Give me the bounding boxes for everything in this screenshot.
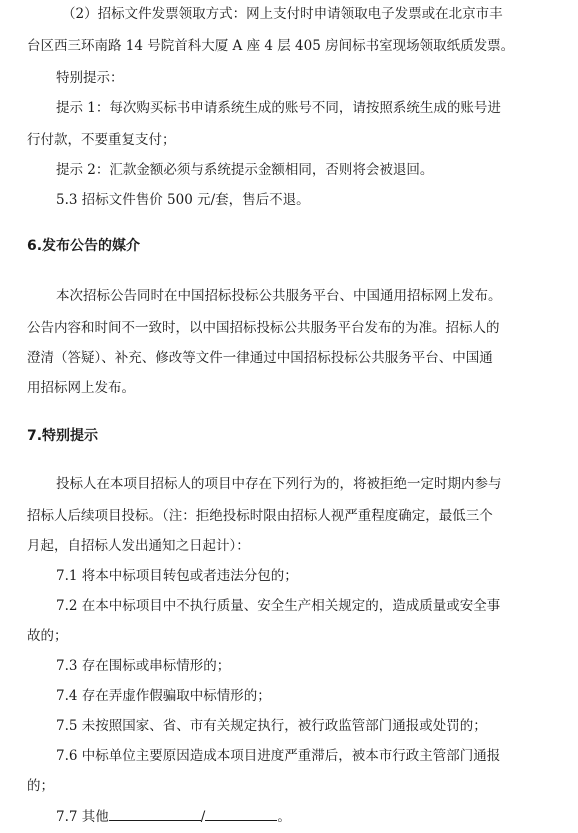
tip1-line1: 提示 1：每次购买标书申请系统生成的账号不同，请按照系统生成的账号进 (56, 100, 501, 116)
section7-intro-line1: 投标人在本项目招标人的项目中存在下列行为的，将被拒绝一定时期内参与 (56, 476, 502, 492)
item-7-7-end: 。 (277, 809, 291, 825)
price: 5.3 招标文件售价 500 元/套，售后不退。 (56, 192, 310, 208)
item-7-1: 7.1 将本中标项目转包或者违法分包的； (56, 568, 298, 584)
item-7-3: 7.3 存在围标或串标情形的； (56, 658, 231, 674)
section7-intro-line2: 招标人后续项目投标。（注：拒绝投标时限由招标人视严重程度确定，最低三个 (27, 508, 493, 524)
section6-para-line1: 本次招标公告同时在中国招标投标公共服务平台、中国通用招标网上发布。 (56, 288, 502, 304)
section6-para-line3: 澄清（答疑）、补充、修改等文件一律通过中国招标投标公共服务平台、中国通 (27, 350, 493, 366)
item-7-6-line1: 7.6 中标单位主要原因造成本项目进度严重滞后，被本市行政主管部门通报 (56, 748, 501, 764)
section6-para-line2: 公告内容和时间不一致时，以中国招标投标公共服务平台发布的为准。招标人的 (27, 320, 500, 336)
item-7-6-line2: 的； (27, 778, 54, 794)
section6-heading: 6.发布公告的媒介 (27, 238, 141, 254)
tip2: 提示 2：汇款金额必须与系统提示金额相同，否则将会被退回。 (56, 162, 434, 178)
item-7-7-slash: / (200, 809, 206, 825)
section7-heading: 7.特别提示 (27, 428, 99, 444)
item2-line2: 台区西三环南路 14 号院首科大厦 A 座 4 层 405 房间标书室现场领取纸质发票。 (27, 38, 515, 54)
section7-intro-line3: 月起，自招标人发出通知之日起计）： (27, 538, 250, 554)
item-7-7-label: 7.7 其他 (56, 809, 109, 825)
item2-line1: （2）招标文件发票领取方式：网上支付时申请领取电子发票或在北京市丰 (62, 6, 503, 22)
item-7-5: 7.5 未按照国家、省、市有关规定执行，被行政监管部门通报或处罚的； (56, 718, 487, 734)
item-7-2-line1: 7.2 在本中标项目中不执行质量、安全生产相关规定的，造成质量或安全事 (56, 598, 501, 614)
section6-para-line4: 用招标网上发布。 (27, 380, 135, 396)
item-7-4: 7.4 存在弄虚作假骗取中标情形的； (56, 688, 271, 704)
blank-line-left (109, 808, 201, 821)
item-7-7 (56, 808, 578, 825)
special-notice-label: 特别提示： (56, 70, 124, 86)
tip1-line2: 行付款，不要重复支付； (27, 132, 176, 148)
item-7-2-line2: 故的； (27, 628, 68, 644)
blank-line-right (205, 808, 277, 821)
